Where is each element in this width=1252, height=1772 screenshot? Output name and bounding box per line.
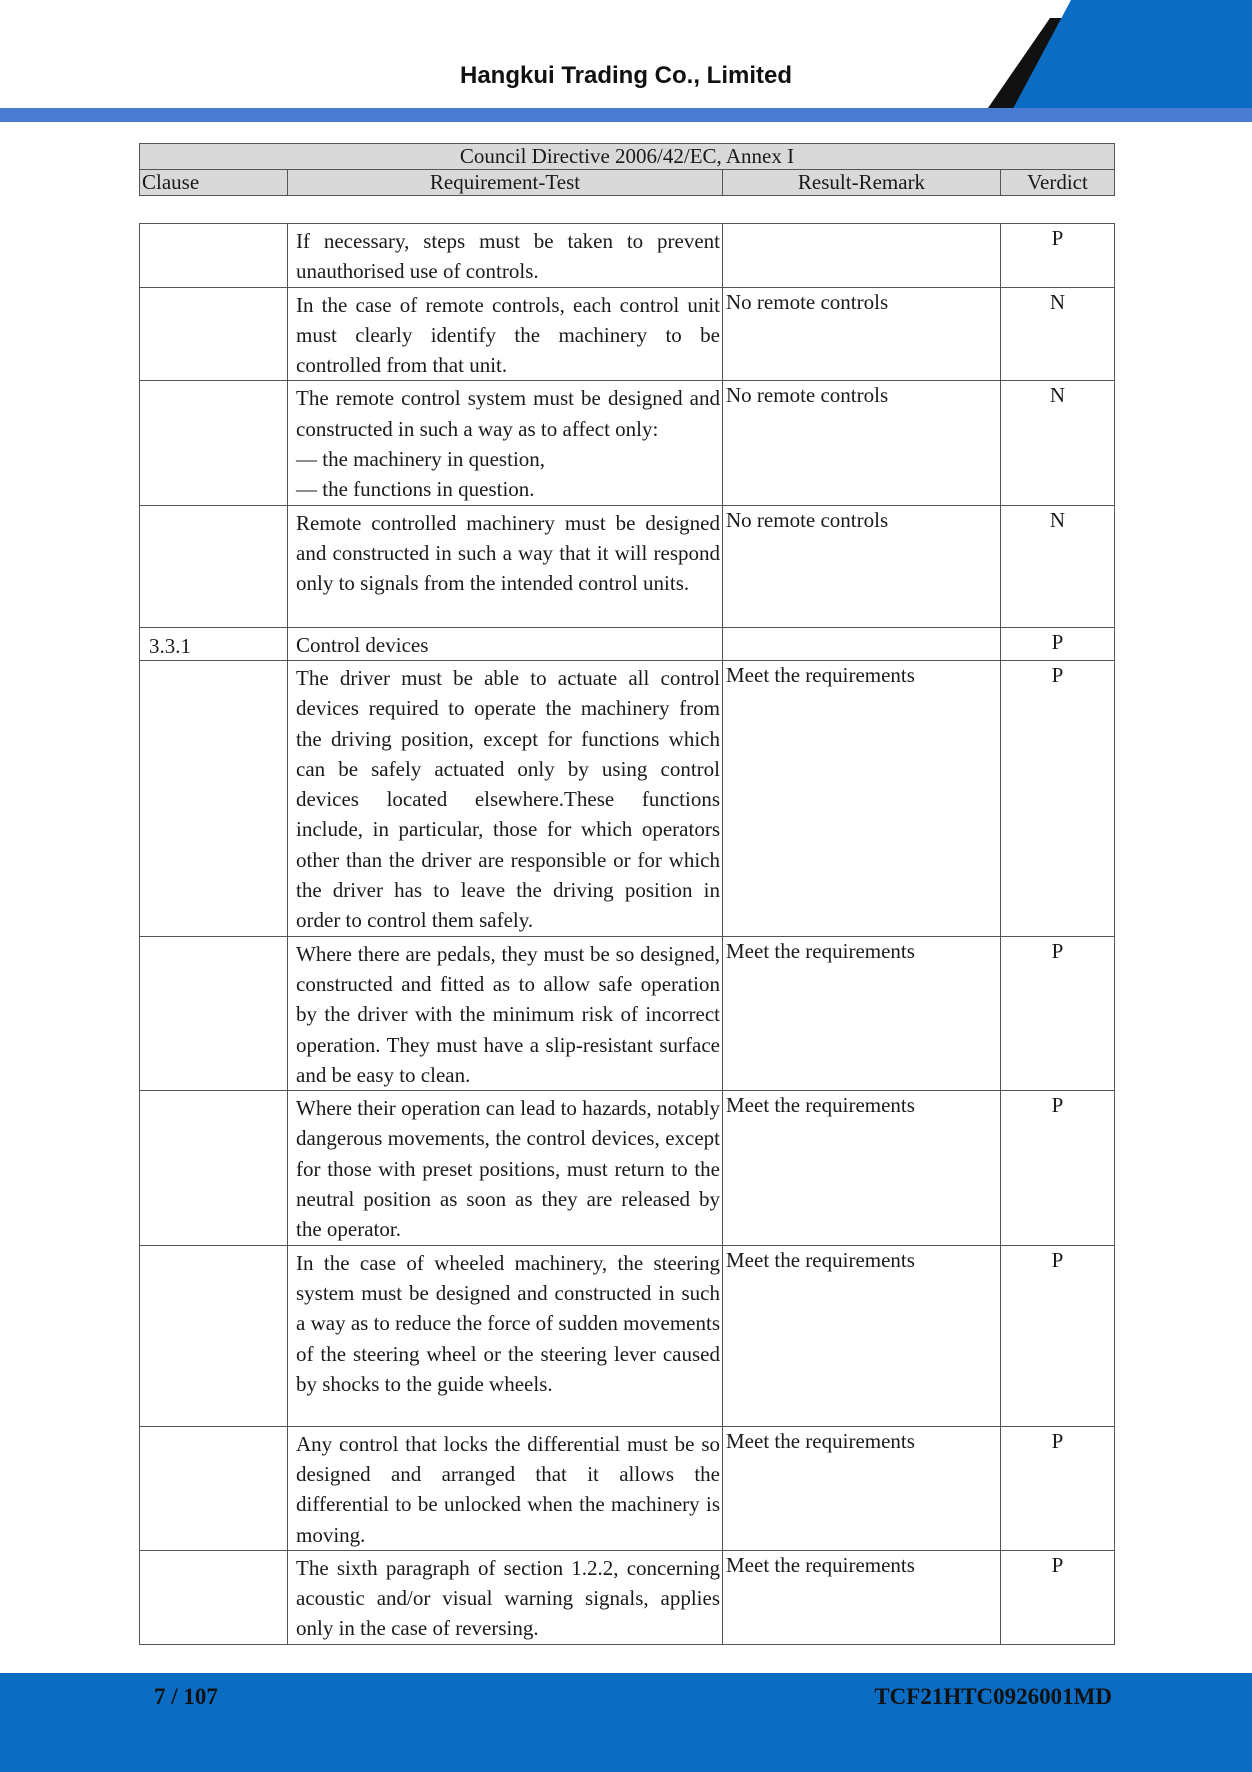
requirement-text: Remote controlled machinery must be designed and constructed in such a way that it will respond only to signals from the intended control units. — [296, 510, 720, 596]
verdict-cell: N — [1001, 505, 1115, 627]
header-blue-block — [1008, 0, 1252, 118]
column-header-result: Result-Remark — [723, 170, 1001, 196]
verdict-cell: P — [1001, 1091, 1115, 1245]
table-row — [140, 936, 1115, 1090]
header-decoration — [970, 0, 1252, 122]
clause-cell — [140, 287, 288, 381]
requirement-cell — [288, 660, 723, 936]
clause-cell — [140, 224, 288, 288]
result-cell — [723, 627, 1001, 660]
requirement-cell — [288, 224, 723, 288]
requirement-text: — the machinery in question, — [296, 447, 546, 472]
result-cell — [723, 224, 1001, 288]
verdict-cell: N — [1001, 381, 1115, 505]
requirement-cell — [288, 505, 723, 627]
table-row — [140, 1426, 1115, 1550]
verdict-cell: P — [1001, 936, 1115, 1090]
requirements-table — [139, 223, 1115, 1645]
table-row — [140, 287, 1115, 381]
result-cell: No remote controls — [723, 381, 1001, 505]
table-row — [140, 627, 1115, 660]
clause-cell — [140, 660, 288, 936]
column-header-requirement: Requirement-Test — [288, 170, 723, 196]
result-cell: Meet the requirements — [723, 1550, 1001, 1644]
result-cell: Meet the requirements — [723, 660, 1001, 936]
requirement-text: Where their operation can lead to hazards, notably dangerous movements, the control devices, except for those with preset positions, must return to the neutral position as soon as they are released by the operator. — [296, 1096, 720, 1242]
document-number: TCF21HTC0926001MD — [874, 1684, 1112, 1709]
directive-title: Council Directive 2006/42/EC, Annex I — [140, 144, 1115, 170]
clause-cell — [140, 1550, 288, 1644]
verdict-cell: P — [1001, 224, 1115, 288]
clause-cell — [140, 1426, 288, 1550]
requirement-text: The remote control system must be designed and constructed in such a way as to affect only: — [296, 386, 720, 441]
column-header-verdict: Verdict — [1001, 170, 1115, 196]
company-name: Hangkui Trading Co., Limited — [459, 62, 792, 89]
table-row — [140, 660, 1115, 936]
requirement-cell — [288, 1550, 723, 1644]
requirement-text: Any control that locks the differential must be so designed and arranged that it allows the differential to be unlocked when the machinery is moving. — [296, 1431, 720, 1547]
requirement-cell — [288, 381, 723, 505]
clause-cell — [140, 1245, 288, 1426]
table-row — [140, 224, 1115, 288]
column-header-clause: Clause — [140, 170, 288, 196]
requirement-cell — [288, 1245, 723, 1426]
header-bar — [0, 108, 1252, 122]
verdict-cell: P — [1001, 1245, 1115, 1426]
clause-cell — [140, 1091, 288, 1245]
clause-cell — [140, 505, 288, 627]
requirement-text: In the case of wheeled machinery, the steering system must be designed and constructed in such a way as to reduce the force of sudden movements of the steering wheel or the steering lever caused by shocks to the guide wheels. — [296, 1250, 720, 1396]
result-cell: Meet the requirements — [723, 1245, 1001, 1426]
requirement-text: The driver must be able to actuate all control devices required to operate the machinery from the driving position, except for functions which can be safely actuated only by using control devices located elsewhere.These functions include, in particular, those for which operators other than the driver are responsible or for which the driver has to leave the driving position in order to control them safely. — [296, 665, 720, 933]
result-cell: No remote controls — [723, 287, 1001, 381]
result-cell: Meet the requirements — [723, 1426, 1001, 1550]
verdict-cell: N — [1001, 287, 1115, 381]
page-number: 7 / 107 — [154, 1684, 218, 1709]
verdict-cell: P — [1001, 660, 1115, 936]
verdict-cell: P — [1001, 1550, 1115, 1644]
verdict-cell: P — [1001, 1426, 1115, 1550]
requirement-text: The sixth paragraph of section 1.2.2, concerning acoustic and/or visual warning signals, applies only in the case of reversing. — [296, 1555, 720, 1641]
requirement-cell — [288, 1426, 723, 1550]
clause-cell: 3.3.1 — [140, 627, 288, 660]
requirement-text: In the case of remote controls, each control unit must clearly identify the machinery to be controlled from that unit. — [296, 292, 720, 378]
table-row — [140, 1245, 1115, 1426]
requirement-cell — [288, 287, 723, 381]
result-cell: Meet the requirements — [723, 936, 1001, 1090]
requirement-cell — [288, 1091, 723, 1245]
requirement-text: Control devices — [296, 632, 429, 657]
requirement-cell — [288, 936, 723, 1090]
requirement-cell — [288, 627, 723, 660]
table-row — [140, 1550, 1115, 1644]
table-header — [139, 143, 1115, 196]
result-cell: Meet the requirements — [723, 1091, 1001, 1245]
requirement-text: If necessary, steps must be taken to prevent unauthorised use of controls. — [296, 229, 720, 284]
table-row — [140, 381, 1115, 505]
table-row — [140, 1091, 1115, 1245]
clause-cell — [140, 936, 288, 1090]
verdict-cell: P — [1001, 627, 1115, 660]
result-cell: No remote controls — [723, 505, 1001, 627]
table-row — [140, 505, 1115, 627]
requirement-text: — the functions in question. — [296, 477, 535, 502]
requirement-text: Where there are pedals, they must be so designed, constructed and fitted as to allow safe operation by the driver with the minimum risk of incorrect operation. They must have a slip-resistant surface and be easy to clean. — [296, 941, 720, 1087]
clause-cell — [140, 381, 288, 505]
